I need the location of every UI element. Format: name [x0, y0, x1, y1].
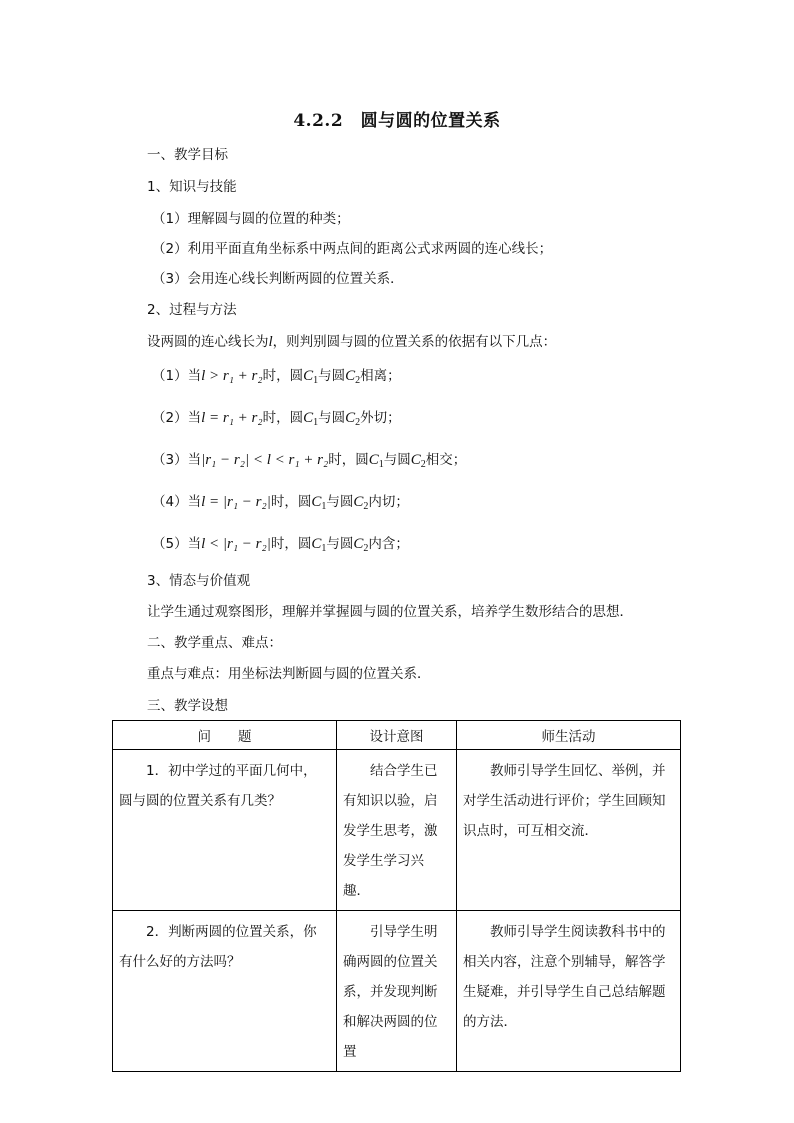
table-cell — [457, 911, 681, 1072]
condition-3: （3）当|r₁ − r₂| < l < r₁ + r₂时，圆$C_1$与圆$C_2$相交； — [152, 452, 467, 470]
condition-formula: |r₁ − r₂| < l < r₁ + r₂ — [201, 452, 329, 468]
cell-text: 教师引导学生阅读教科书中的相关内容，注意个别辅导，解答学生疑难，并引导学生自己总结解题的方法． — [463, 924, 666, 1030]
circle-c2: C — [353, 494, 364, 510]
circle-c2: C — [345, 410, 356, 426]
circle-c2: C — [410, 452, 421, 468]
circle-c1: C — [303, 410, 314, 426]
condition-text: 时，圆 — [262, 410, 304, 426]
subsection-process: 2、过程与方法 — [147, 302, 237, 318]
intro-text-end: ，则判别圆与圆的位置关系的依据有以下几点： — [272, 334, 557, 350]
keypoints-paragraph: 重点与难点：用坐标法判断圆与圆的位置关系． — [147, 666, 431, 682]
condition-number: （4）当 — [152, 494, 202, 510]
circle-c1: C — [368, 452, 379, 468]
knowledge-item-2: （2）利用平面直角坐标系中两点间的距离公式求两圆的连心线长； — [152, 241, 553, 257]
table-cell — [113, 750, 337, 911]
condition-text: 与圆 — [326, 494, 354, 510]
condition-text: 与圆 — [318, 368, 346, 384]
subsection-values: 3、情态与价值观 — [147, 573, 251, 589]
condition-2: （2）当l = r₁ + r₂时，圆$C_1$与圆$C_2$外切； — [152, 410, 401, 428]
condition-text: 与圆 — [318, 410, 346, 426]
subsection-knowledge: 1、知识与技能 — [147, 179, 237, 195]
condition-text: 时，圆 — [270, 536, 312, 552]
condition-text: 时，圆 — [270, 494, 312, 510]
values-paragraph: 让学生通过观察图形，理解并掌握圆与圆的位置关系，培养学生数形结合的思想． — [147, 604, 633, 620]
condition-5: （5）当l < |r₁ − r₂|时，圆$C_1$与圆$C_2$内含； — [152, 536, 409, 554]
condition-number: （3）当 — [152, 452, 202, 468]
table-header-row — [113, 721, 681, 750]
condition-number: （1）当 — [152, 368, 202, 384]
circle-c2: C — [353, 536, 364, 552]
condition-formula: l > r₁ + r₂ — [201, 368, 263, 384]
condition-1: （1）当l > r₁ + r₂时，圆$C_1$与圆$C_2$相离； — [152, 368, 401, 386]
intro-text-start: 设两圆的连心线长为 — [147, 334, 269, 350]
circle-c2: C — [345, 368, 356, 384]
condition-formula: l < |r₁ − r₂| — [201, 536, 271, 552]
condition-relation: 相离； — [360, 368, 401, 384]
section-heading-keypoints: 二、教学重点、难点： — [147, 635, 282, 651]
cell-text: 2．判断两圆的位置关系，你有什么好的方法吗？ — [119, 924, 317, 970]
page-title: 4.2.2 圆与圆的位置关系 — [293, 111, 501, 131]
condition-text: 与圆 — [326, 536, 354, 552]
table-header-cell: 师生活动 — [457, 721, 681, 750]
condition-text: 与圆 — [383, 452, 411, 468]
table-header-cell: 问 题 — [113, 721, 337, 750]
cell-text: 结合学生已有知识以验，启发学生思考，激发学生学习兴趣． — [343, 763, 438, 899]
condition-number: （2）当 — [152, 410, 202, 426]
section-heading-objectives: 一、教学目标 — [147, 147, 228, 163]
circle-c1: C — [311, 536, 322, 552]
table-header-cell: 设计意图 — [337, 721, 457, 750]
condition-relation: 外切； — [360, 410, 401, 426]
table-row — [113, 911, 681, 1072]
knowledge-item-1: （1）理解圆与圆的位置的种类； — [152, 211, 350, 227]
condition-formula: l = r₁ + r₂ — [201, 410, 263, 426]
circle-c1: C — [303, 368, 314, 384]
condition-text: 时，圆 — [262, 368, 304, 384]
condition-4: （4）当l = |r₁ − r₂|时，圆$C_1$与圆$C_2$内切； — [152, 494, 409, 512]
cell-text: 教师引导学生回忆、举例，并对学生活动进行评价；学生回顾知识点时，可互相交流． — [463, 763, 666, 839]
condition-relation: 相交； — [425, 452, 467, 468]
table-cell — [113, 911, 337, 1072]
circle-c1: C — [311, 494, 322, 510]
table-cell — [337, 750, 457, 911]
intro-paragraph — [147, 333, 556, 351]
condition-text: 时，圆 — [328, 452, 369, 468]
section-heading-design: 三、教学设想 — [147, 698, 228, 714]
condition-relation: 内切； — [368, 494, 409, 510]
table-cell — [457, 750, 681, 911]
knowledge-item-3: （3）会用连心线长判断两圆的位置关系． — [152, 271, 404, 287]
cell-text: 引导学生明确两圆的位置关系，并发现判断和解决两圆的位置 — [343, 924, 438, 1060]
teaching-design-table — [112, 720, 681, 1072]
table-row — [113, 750, 681, 911]
intro-variable: l — [268, 334, 273, 350]
condition-number: （5）当 — [152, 536, 202, 552]
cell-text: 1．初中学过的平面几何中，圆与圆的位置关系有几类？ — [119, 763, 317, 809]
condition-formula: l = |r₁ − r₂| — [201, 494, 271, 510]
condition-relation: 内含； — [368, 536, 409, 552]
table-cell — [337, 911, 457, 1072]
